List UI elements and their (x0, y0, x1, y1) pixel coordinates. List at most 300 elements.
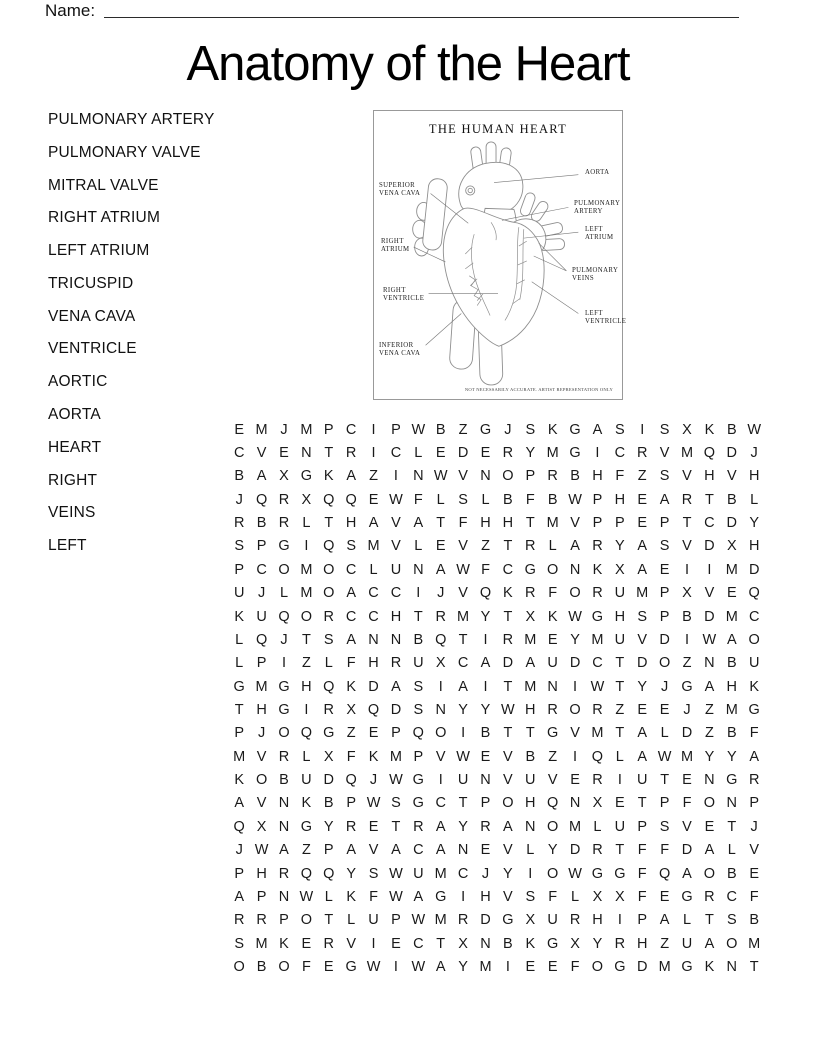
grid-letter: H (748, 468, 760, 485)
grid-letter: K (704, 958, 715, 975)
grid-letter: B (503, 491, 513, 508)
grid-letter: R (592, 842, 603, 859)
grid-letter: M (591, 631, 604, 648)
grid-letter: X (570, 935, 580, 952)
grid-letter: X (682, 421, 692, 438)
grid-letter: A (704, 842, 715, 859)
grid-letter: D (659, 631, 670, 648)
grid-letter: U (390, 561, 402, 578)
grid-letter: B (749, 912, 760, 929)
grid-letter: G (569, 421, 581, 438)
grid-letter: M (725, 608, 738, 625)
grid-letter: Q (345, 491, 357, 508)
grid-letter: T (525, 515, 535, 532)
grid-letter: A (346, 842, 356, 859)
grid-letter: I (483, 678, 488, 695)
grid-letter: K (503, 585, 513, 602)
grid-letter: R (636, 445, 648, 462)
grid-letter: S (234, 935, 245, 952)
grid-letter: M (300, 585, 313, 602)
grid-letter: R (525, 585, 536, 602)
grid-letter: V (458, 585, 468, 602)
grid-letter: N (726, 958, 738, 975)
grid-letter: D (681, 842, 693, 859)
grid-letter: G (547, 725, 559, 742)
grid-letter: E (682, 772, 692, 789)
grid-letter: R (592, 538, 603, 555)
grid-letter: L (279, 585, 289, 602)
grid-letter: N (704, 655, 715, 672)
grid-letter: A (435, 818, 446, 835)
grid-letter: T (301, 631, 311, 648)
grid-letter: N (413, 561, 424, 578)
grid-letter: F (369, 888, 378, 905)
grid-letter: B (256, 958, 267, 975)
grid-letter: T (704, 912, 714, 929)
grid-letter: R (592, 585, 603, 602)
grid-letter: A (256, 468, 267, 485)
grid-letter: S (413, 678, 424, 695)
grid-letter: Y (749, 515, 760, 532)
grid-letter: O (703, 795, 716, 812)
grid-letter: A (435, 561, 446, 578)
grid-letter: A (659, 491, 670, 508)
grid-letter: S (234, 538, 245, 555)
grid-letter: Q (748, 585, 760, 602)
grid-letter: N (435, 701, 446, 718)
grid-letter: R (345, 818, 357, 835)
grid-letter: P (234, 561, 245, 578)
grid-letter: V (659, 445, 670, 462)
grid-letter: E (480, 748, 491, 765)
grid-letter: C (345, 561, 357, 578)
grid-letter: H (614, 491, 626, 508)
grid-letter: S (726, 912, 737, 929)
grid-letter: V (749, 842, 760, 859)
grid-letter: Q (233, 818, 245, 835)
grid-letter: N (368, 631, 379, 648)
grid-letter: I (707, 561, 712, 578)
grid-letter: E (547, 958, 558, 975)
grid-letter: S (323, 631, 334, 648)
word-list-item: AORTIC (48, 373, 108, 391)
grid-letter: A (637, 538, 648, 555)
grid-letter: X (458, 935, 468, 952)
grid-letter: E (659, 701, 670, 718)
grid-letter: I (371, 935, 376, 952)
grid-letter: I (461, 888, 466, 905)
grid-letter: I (505, 958, 510, 975)
grid-letter: V (637, 631, 648, 648)
grid-letter: M (748, 935, 761, 952)
grid-letter: D (502, 655, 514, 672)
word-list-item: AORTA (48, 406, 101, 424)
grid-letter: W (657, 748, 672, 765)
grid-letter: P (659, 515, 670, 532)
grid-letter: Y (547, 842, 558, 859)
grid-letter: O (255, 772, 268, 789)
grid-letter: B (279, 772, 289, 789)
grid-letter: W (299, 888, 314, 905)
label-left-atrium: LEFT ATRIUM (585, 226, 614, 242)
grid-letter: A (234, 888, 245, 905)
grid-letter: U (233, 585, 245, 602)
grid-letter: M (300, 561, 313, 578)
grid-letter: A (234, 795, 245, 812)
grid-letter: G (726, 772, 738, 789)
grid-letter: X (279, 468, 289, 485)
grid-letter: R (278, 491, 290, 508)
grid-letter: A (346, 585, 356, 602)
grid-letter: O (233, 958, 245, 975)
word-list-item: MITRAL VALVE (48, 176, 159, 194)
grid-letter: U (368, 912, 379, 929)
grid-letter: K (525, 935, 536, 952)
grid-letter: C (413, 935, 424, 952)
grid-letter: H (345, 515, 357, 532)
grid-letter: R (457, 912, 469, 929)
grid-letter: X (682, 585, 692, 602)
grid-letter: F (570, 958, 580, 975)
grid-letter: F (413, 491, 423, 508)
grid-letter: D (726, 515, 738, 532)
grid-letter: N (278, 888, 290, 905)
grid-letter: T (503, 538, 513, 555)
grid-letter: X (592, 888, 603, 905)
grid-letter: R (547, 701, 558, 718)
grid-letter: M (367, 538, 380, 555)
grid-letter: R (525, 538, 536, 555)
grid-letter: M (658, 958, 671, 975)
grid-letter: T (458, 795, 468, 812)
grid-letter: W (568, 865, 582, 882)
grid-letter: C (614, 445, 626, 462)
grid-letter: C (345, 608, 357, 625)
grid-letter: F (637, 865, 647, 882)
grid-letter: R (233, 912, 245, 929)
word-list-item: RIGHT ATRIUM (48, 209, 161, 227)
grid-letter: O (278, 725, 290, 742)
grid-letter: U (614, 818, 626, 835)
grid-letter: A (435, 842, 446, 859)
grid-letter: P (749, 795, 760, 812)
grid-letter: V (458, 538, 468, 555)
grid-letter: W (254, 842, 269, 859)
label-superior-vena-cava: SUPERIOR VENA CAVA (379, 182, 421, 198)
grid-letter: Z (704, 701, 714, 718)
grid-letter: F (637, 842, 647, 859)
grid-letter: Q (323, 865, 335, 882)
grid-letter: M (636, 585, 649, 602)
grid-letter: Z (458, 421, 468, 438)
grid-letter: T (324, 445, 334, 462)
grid-letter: B (547, 491, 558, 508)
grid-letter: E (480, 842, 491, 859)
name-label: Name: (45, 1, 96, 20)
grid-letter: M (725, 701, 738, 718)
grid-letter: K (279, 935, 289, 952)
grid-letter: J (683, 701, 691, 718)
grid-letter: Z (481, 538, 490, 555)
grid-letter: C (435, 795, 446, 812)
grid-letter: E (525, 958, 536, 975)
grid-letter: C (368, 608, 379, 625)
grid-letter: C (390, 585, 402, 602)
grid-letter: Q (412, 725, 424, 742)
grid-letter: W (702, 631, 717, 648)
grid-letter: X (435, 655, 446, 672)
grid-letter: K (704, 421, 715, 438)
grid-letter: K (592, 561, 603, 578)
grid-letter: X (525, 608, 536, 625)
grid-letter: W (501, 701, 515, 718)
grid-letter: H (614, 608, 626, 625)
grid-letter: N (726, 795, 738, 812)
grid-letter: C (592, 655, 603, 672)
grid-letter: X (592, 795, 603, 812)
grid-letter: Y (704, 748, 715, 765)
grid-letter: O (323, 561, 335, 578)
grid-letter: F (481, 561, 490, 578)
grid-letter: I (528, 865, 533, 882)
grid-letter: T (503, 608, 513, 625)
grid-letter: E (435, 538, 446, 555)
grid-letter: B (234, 468, 245, 485)
grid-letter: R (278, 865, 290, 882)
grid-letter: Q (323, 678, 335, 695)
grid-letter: S (659, 421, 670, 438)
grid-letter: W (411, 421, 426, 438)
grid-letter: G (278, 701, 290, 718)
grid-letter: I (684, 561, 690, 578)
grid-letter: J (750, 818, 758, 835)
grid-letter: U (748, 655, 760, 672)
grid-letter: T (660, 772, 670, 789)
grid-letter: J (257, 725, 266, 742)
grid-letter: M (233, 748, 246, 765)
grid-letter: U (525, 772, 536, 789)
grid-letter: A (749, 748, 760, 765)
grid-letter: U (636, 772, 648, 789)
grid-letter: R (435, 608, 446, 625)
grid-letter: L (727, 842, 736, 859)
grid-letter: H (368, 655, 379, 672)
grid-letter: G (681, 958, 693, 975)
grid-letter: A (413, 888, 424, 905)
grid-letter: A (570, 538, 580, 555)
grid-letter: G (412, 772, 424, 789)
grid-letter: K (301, 795, 312, 812)
grid-letter: R (413, 818, 424, 835)
diagram-title: THE HUMAN HEART (428, 122, 568, 136)
grid-letter: L (593, 818, 602, 835)
grid-letter: W (389, 772, 403, 789)
grid-letter: B (726, 865, 737, 882)
grid-letter: D (323, 772, 334, 789)
grid-letter: H (390, 608, 402, 625)
grid-letter: N (390, 631, 402, 648)
grid-letter: P (346, 795, 356, 812)
grid-letter: F (458, 515, 468, 532)
grid-letter: E (637, 491, 648, 508)
grid-letter: I (416, 585, 421, 602)
grid-letter: V (256, 795, 267, 812)
grid-letter: B (435, 421, 446, 438)
grid-letter: S (346, 538, 356, 555)
grid-letter: S (368, 865, 379, 882)
grid-letter: U (681, 935, 693, 952)
name-fill-line (104, 17, 739, 18)
grid-letter: P (256, 888, 267, 905)
grid-letter: T (749, 958, 759, 975)
grid-letter: G (591, 608, 604, 625)
grid-letter: U (413, 655, 424, 672)
word-list-item: HEART (48, 438, 102, 456)
grid-letter: F (660, 842, 670, 859)
grid-letter: O (502, 468, 514, 485)
grid-letter: M (300, 421, 313, 438)
grid-letter: A (435, 958, 446, 975)
grid-letter: M (479, 958, 492, 975)
grid-letter: Y (480, 701, 491, 718)
grid-letter: H (636, 935, 648, 952)
grid-letter: Z (548, 748, 558, 765)
grid-letter: D (726, 445, 738, 462)
grid-letter: I (483, 631, 488, 648)
grid-letter: R (592, 701, 603, 718)
grid-letter: J (437, 585, 445, 602)
grid-letter: Z (301, 842, 311, 859)
grid-letter: V (368, 842, 379, 859)
grid-letter: A (279, 842, 289, 859)
grid-letter: D (636, 958, 648, 975)
grid-letter: G (614, 865, 626, 882)
grid-letter: T (503, 725, 513, 742)
grid-letter: J (660, 678, 669, 695)
grid-letter: Q (323, 538, 335, 555)
grid-letter: U (547, 655, 558, 672)
grid-letter: I (304, 538, 309, 555)
grid-letter: K (234, 608, 245, 625)
grid-letter: L (324, 655, 333, 672)
grid-letter: E (480, 445, 491, 462)
grid-letter: O (278, 561, 290, 578)
grid-letter: H (480, 515, 491, 532)
grid-letter: J (235, 491, 243, 508)
page-title: Anatomy of the Heart (186, 37, 630, 91)
grid-letter: H (726, 678, 738, 695)
grid-letter: O (703, 865, 716, 882)
grid-letter: X (726, 538, 737, 555)
grid-letter: I (617, 912, 622, 929)
grid-letter: B (726, 655, 737, 672)
grid-letter: C (704, 515, 715, 532)
grid-letter: M (546, 515, 559, 532)
grid-letter: T (637, 795, 647, 812)
grid-letter: G (591, 865, 604, 882)
grid-letter: P (659, 585, 670, 602)
grid-letter: O (300, 912, 312, 929)
grid-letter: C (345, 421, 357, 438)
grid-letter: C (390, 445, 402, 462)
grid-letter: U (457, 772, 469, 789)
grid-letter: D (480, 912, 491, 929)
grid-letter: I (461, 725, 466, 742)
grid-letter: G (569, 445, 581, 462)
grid-letter: O (323, 585, 335, 602)
grid-letter: C (413, 842, 424, 859)
grid-letter: L (414, 445, 423, 462)
grid-letter: P (234, 865, 245, 882)
grid-letter: O (726, 935, 738, 952)
grid-letter: E (368, 491, 379, 508)
grid-letter: Y (458, 958, 468, 975)
grid-letter: W (389, 888, 403, 905)
grid-letter: K (234, 772, 245, 789)
grid-letter: F (749, 888, 759, 905)
grid-letter: G (278, 678, 290, 695)
grid-letter: D (390, 701, 402, 718)
grid-letter: R (592, 772, 603, 789)
grid-letter: R (547, 468, 558, 485)
grid-letter: L (481, 491, 490, 508)
grid-letter: V (391, 538, 401, 555)
grid-letter: T (615, 725, 625, 742)
grid-letter: V (570, 725, 580, 742)
grid-letter: B (726, 491, 737, 508)
grid-letter: E (368, 725, 379, 742)
grid-letter: X (301, 491, 312, 508)
grid-letter: I (617, 772, 622, 789)
grid-letter: M (524, 631, 537, 648)
grid-letter: E (659, 888, 670, 905)
grid-letter: P (592, 515, 603, 532)
grid-letter: L (548, 538, 557, 555)
grid-letter: I (371, 421, 376, 438)
grid-letter: H (704, 468, 715, 485)
grid-letter: Q (255, 631, 268, 648)
grid-letter: S (659, 818, 670, 835)
grid-letter: E (570, 772, 580, 789)
grid-letter: E (234, 421, 245, 438)
grid-letter: W (568, 491, 582, 508)
grid-letter: I (573, 678, 578, 695)
grid-letter: G (614, 958, 626, 975)
grid-letter: A (525, 655, 536, 672)
grid-letter: R (233, 515, 245, 532)
grid-letter: R (345, 445, 357, 462)
grid-letter: P (256, 655, 267, 672)
grid-letter: O (300, 608, 312, 625)
grid-letter: B (503, 935, 513, 952)
grid-letter: V (256, 748, 267, 765)
grid-letter: X (346, 701, 356, 718)
grid-letter: V (704, 585, 715, 602)
grid-letter: A (391, 842, 401, 859)
grid-letter: J (235, 842, 243, 859)
grid-letter: G (300, 818, 312, 835)
grid-letter: Y (503, 865, 513, 882)
grid-letter: E (726, 585, 737, 602)
grid-letter: X (525, 912, 536, 929)
grid-letter: R (704, 888, 715, 905)
grid-letter: N (278, 795, 290, 812)
grid-letter: Z (682, 655, 692, 672)
grid-letter: Q (547, 795, 559, 812)
grid-letter: T (682, 515, 692, 532)
grid-letter: G (278, 538, 290, 555)
grid-letter: N (569, 795, 581, 812)
